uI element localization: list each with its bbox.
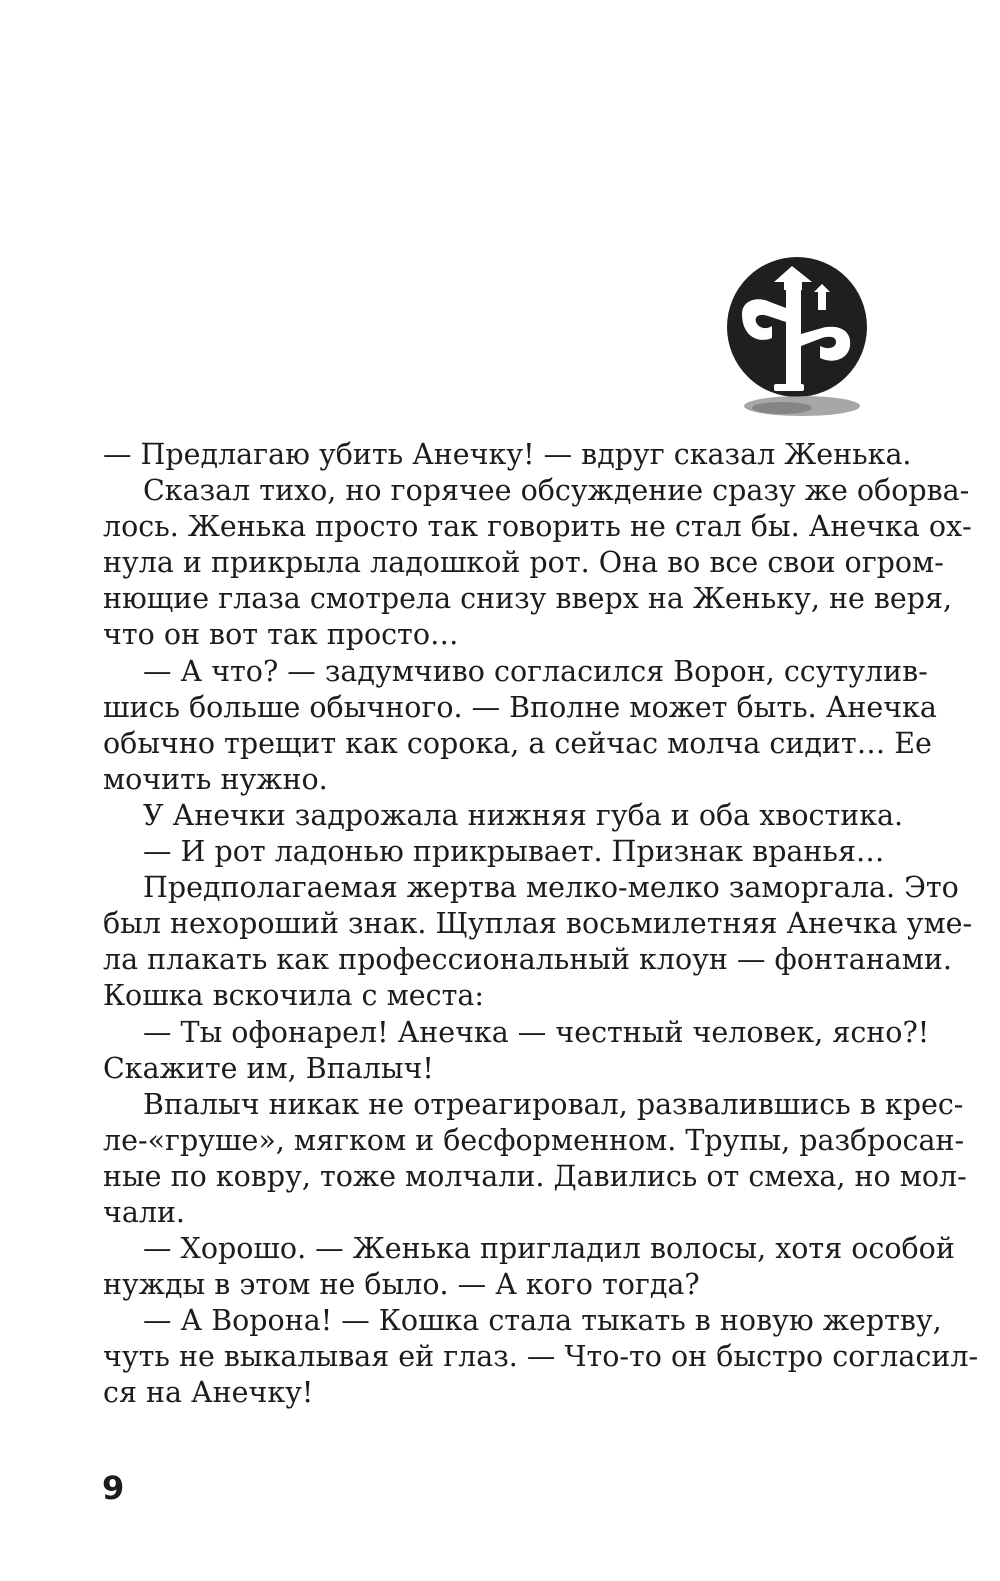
text-line: Предполагаемая жертва мелко-мелко заморгала. Это bbox=[143, 871, 959, 905]
text-line: лось. Женька просто так говорить не стал бы. Анечка ох- bbox=[103, 510, 972, 544]
text-line: Сказал тихо, но горячее обсуждение сразу же оборва- bbox=[143, 474, 970, 508]
text-line: ла плакать как профессиональный клоун — фонтанами. bbox=[103, 943, 952, 977]
page-number: 9 bbox=[102, 1469, 125, 1507]
circle-trident-ornament-icon bbox=[722, 256, 872, 424]
text-line: — И рот ладонью прикрывает. Признак вранья… bbox=[143, 835, 885, 869]
text-line: ле-«груше», мягком и бесформенном. Трупы, разбросан- bbox=[103, 1123, 965, 1157]
text-line: мочить нужно. bbox=[103, 762, 328, 796]
body-text bbox=[103, 437, 979, 1412]
text-line: чали. bbox=[103, 1195, 185, 1229]
text-line: нющие глаза смотрела снизу вверх на Женьку, не веря, bbox=[103, 582, 953, 616]
text-line: чуть не выкалывая ей глаз. — Что-то он быстро согласил- bbox=[103, 1340, 979, 1374]
text-line: — Ты офонарел! Анечка — честный человек, ясно?! bbox=[143, 1015, 930, 1049]
text-line: был нехороший знак. Щуплая восьмилетняя Анечка уме- bbox=[103, 907, 973, 941]
text-line: Скажите им, Впалыч! bbox=[103, 1051, 434, 1085]
text-line: Кошка вскочила с места: bbox=[103, 979, 484, 1013]
text-line: обычно трещит как сорока, а сейчас молча сидит… Ее bbox=[103, 726, 932, 760]
text-line: — Предлагаю убить Анечку! — вдруг сказал Женька. bbox=[103, 438, 912, 471]
text-line: ся на Анечку! bbox=[103, 1376, 314, 1410]
text-line: У Анечки задрожала нижняя губа и оба хвостика. bbox=[143, 798, 904, 832]
text-line: — А что? — задумчиво согласился Ворон, ссутулив- bbox=[143, 654, 928, 688]
text-line: нула и прикрыла ладошкой рот. Она во все свои огром- bbox=[103, 546, 944, 580]
text-line: — А Ворона! — Кошка стала тыкать в новую жертву, bbox=[143, 1304, 942, 1338]
text-line: нужды в этом не было. — А кого тогда? bbox=[103, 1268, 700, 1302]
text-line: Впалыч никак не отреагировал, развалившись в крес- bbox=[143, 1087, 964, 1121]
text-line: что он вот так просто… bbox=[103, 618, 459, 652]
text-line: — Хорошо. — Женька пригладил волосы, хотя особой bbox=[143, 1232, 955, 1266]
text-line: шись больше обычного. — Вполне может быть. Анечка bbox=[103, 690, 937, 724]
text-line: ные по ковру, тоже молчали. Давились от смеха, но мол- bbox=[103, 1159, 967, 1193]
